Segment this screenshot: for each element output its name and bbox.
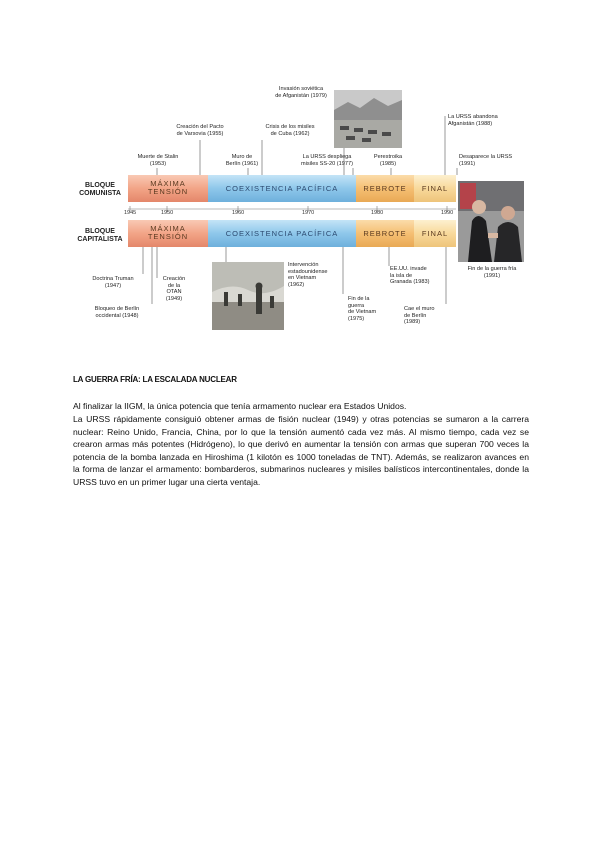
segment-label-rebrote-top: REBROTE <box>363 184 407 193</box>
segment-label-maxima-bottom: MÁXIMA TENSIÓN <box>147 224 189 241</box>
document-title: LA GUERRA FRÍA: LA ESCALADA NUCLEAR <box>73 375 237 384</box>
year-1950: 1950 <box>161 210 174 216</box>
segment-label-rebrote-bottom: REBROTE <box>363 229 407 238</box>
cold-war-timeline-figure <box>72 78 528 360</box>
event-crisis-misiles: Crisis de los misiles de Cuba (1962) <box>265 124 315 137</box>
event-urss-abandona-afganistan: La URSS abandona Afganistán (1988) <box>448 114 498 127</box>
paragraph-1: Al finalizar la IIGM, la única potencia que tenía armamento nuclear era Estados Unidos. <box>73 401 407 411</box>
event-invasion-granada: EE.UU. invade la isla de Granada (1983) <box>390 266 430 286</box>
event-creacion-otan: Creación de la OTAN (1949) <box>162 276 186 302</box>
segment-label-maxima-top: MÁXIMA TENSIÓN <box>147 179 189 196</box>
row-label-capitalista: BLOQUE CAPITALISTA <box>77 228 123 243</box>
segment-label-final-top: FINAL <box>421 184 449 193</box>
segment-label-coexistencia-bottom: COEXISTENCIA PACÍFICA <box>225 229 339 238</box>
event-muro-berlin: Muro de Berlín (1961) <box>225 154 259 167</box>
vietnam-photo <box>212 262 284 330</box>
event-urss-ss20: La URSS despliega misiles SS-20 (1977) <box>301 154 353 167</box>
year-1945: 1945 <box>124 210 137 216</box>
end-cold-war-photo <box>458 181 524 262</box>
year-1960: 1960 <box>232 210 245 216</box>
event-doctrina-truman: Doctrina Truman (1947) <box>92 276 134 289</box>
event-bloqueo-berlin: Bloqueo de Berlín occidental (1948) <box>94 306 140 319</box>
paragraph-2: La URSS rápidamente consiguió obtener armas de fisión nuclear (1949) y otras potencias se sumaron a la carrera nuclear: Reino Unido, Francia, China, por lo que la tensión aumentó cada vez más. Al mismo tiempo, cada vez se crearon armas más potentes (Hidrógeno), lo que derivó en aumentar la tensión con armas que superan 700 veces la potencia de la bomba lanzada en Hiroshima (1 kilotón es 1000 toneladas de TNT). Además, se realizaron avances en la forma de lanzar el armamento: bombarderos, submarinos nucleares y misiles balísticos intercontinentales, donde la URSS tuvo en un primer lugar una cierta ventaja. <box>73 414 529 487</box>
event-muerte-stalin: Muerte de Stalin (1953) <box>137 154 179 167</box>
year-1980: 1980 <box>371 210 384 216</box>
event-intervencion-vietnam: Intervención estadounidense en Vietnam (1962) <box>288 262 328 288</box>
year-1990: 1990 <box>441 210 454 216</box>
segment-label-final-bottom: FINAL <box>421 229 449 238</box>
event-desaparece-urss: Desaparece la URSS (1991) <box>459 154 513 167</box>
year-1970: 1970 <box>302 210 315 216</box>
row-label-comunista: BLOQUE COMUNISTA <box>79 182 121 197</box>
event-pacto-varsovia: Creación del Pacto de Varsovia (1955) <box>176 124 224 137</box>
event-fin-guerra-vietnam: Fin de la guerra de Vietnam (1975) <box>348 296 377 322</box>
event-perestroika: Perestroika (1985) <box>373 154 403 167</box>
afghanistan-photo <box>334 90 402 148</box>
event-invasion-afganistan: Invasión soviética de Afganistán (1979) <box>275 86 327 99</box>
event-cae-muro-berlin: Cae el muro de Berlín (1989) <box>404 306 435 326</box>
segment-label-coexistencia-top: COEXISTENCIA PACÍFICA <box>225 184 339 193</box>
event-fin-guerra-fria: Fin de la guerra fría (1991) <box>467 266 517 279</box>
